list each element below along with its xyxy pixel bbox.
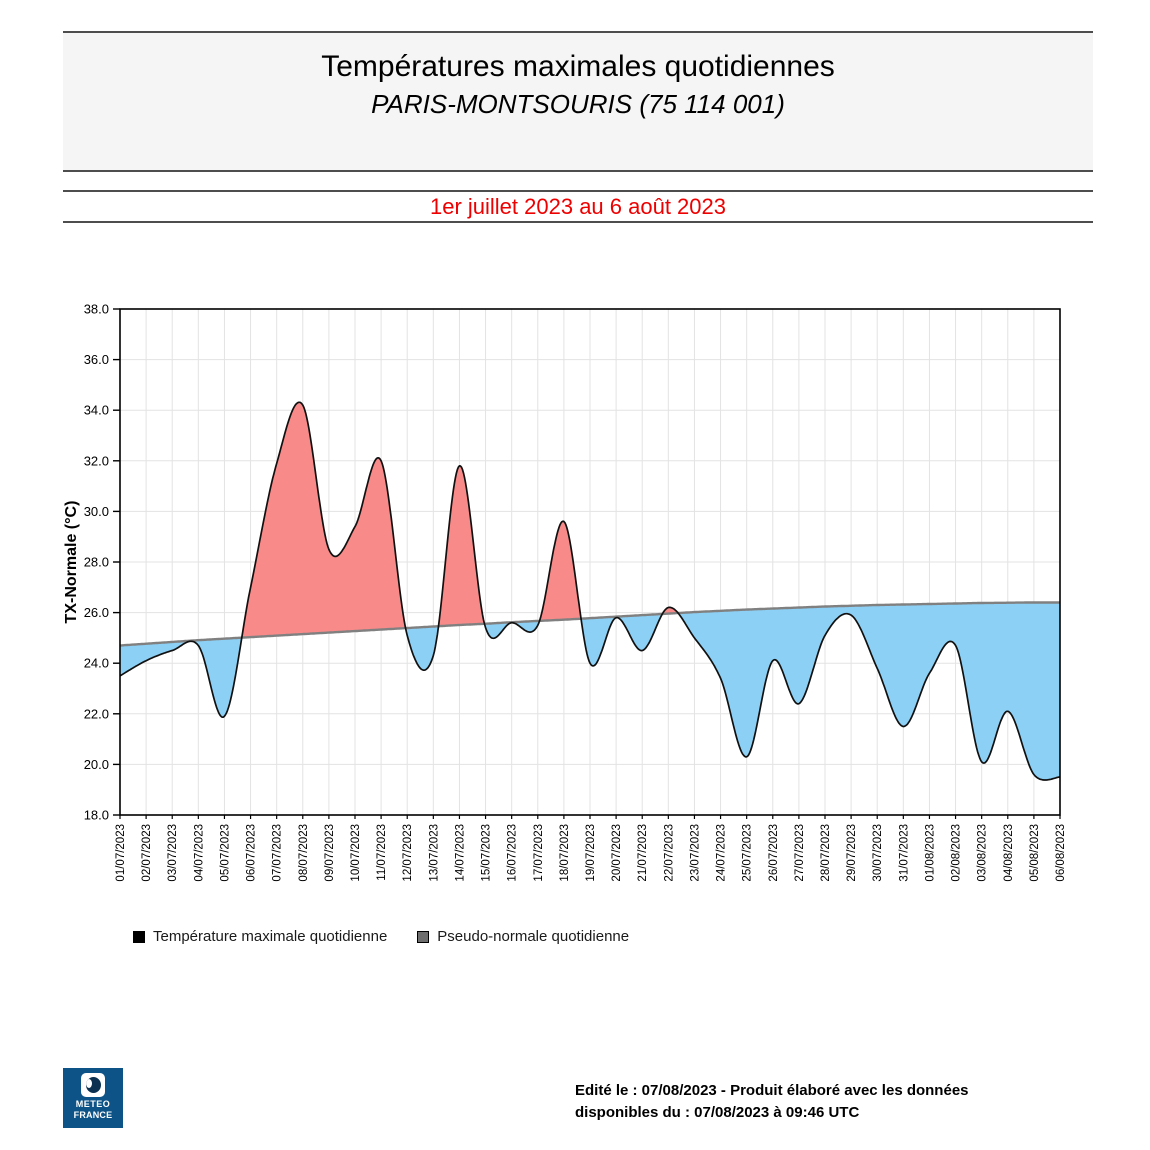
legend-item-normale (417, 928, 629, 945)
x-tick-label: 06/07/2023 (245, 824, 258, 882)
station-subtitle: PARIS-MONTSOURIS (75 114 001) (371, 89, 785, 119)
chart-legend (133, 928, 629, 945)
x-tick-label: 01/07/2023 (115, 824, 128, 882)
x-tick-label: 29/07/2023 (846, 824, 859, 882)
x-tick-label: 04/08/2023 (1002, 824, 1015, 882)
x-tick-label: 20/07/2023 (611, 824, 624, 882)
x-tick-label: 13/07/2023 (428, 824, 441, 882)
y-tick-label: 30.0 (83, 503, 109, 519)
x-tick-label: 17/07/2023 (532, 824, 545, 882)
y-tick-label: 38.0 (83, 301, 109, 317)
tx-swatch-icon (133, 931, 145, 943)
meteo-france-emblem-icon (81, 1073, 105, 1097)
x-tick-label: 24/07/2023 (715, 824, 728, 882)
y-tick-label: 22.0 (83, 706, 109, 722)
y-tick-label: 34.0 (83, 402, 109, 418)
x-tick-label: 19/07/2023 (585, 824, 598, 882)
x-tick-label: 27/07/2023 (793, 824, 806, 882)
x-tick-label: 28/07/2023 (820, 824, 833, 882)
x-tick-label: 05/07/2023 (219, 824, 232, 882)
x-tick-label: 04/07/2023 (193, 824, 206, 882)
x-tick-label: 30/07/2023 (872, 824, 885, 882)
x-tick-label: 07/07/2023 (271, 824, 284, 882)
edition-note-line1: Edité le : 07/08/2023 - Produit élaboré avec les données (575, 1082, 969, 1099)
x-tick-label: 08/07/2023 (297, 824, 310, 882)
y-axis-title: TX-Normale (°C) (63, 500, 80, 624)
normale-swatch-icon (417, 931, 429, 943)
x-tick-label: 23/07/2023 (689, 824, 702, 882)
x-tick-label: 16/07/2023 (506, 824, 519, 882)
x-tick-label: 31/07/2023 (898, 824, 911, 882)
x-tick-label: 15/07/2023 (480, 824, 493, 882)
period-text: 1er juillet 2023 au 6 août 2023 (429, 194, 726, 219)
x-tick-label: 10/07/2023 (350, 824, 363, 882)
x-tick-label: 05/08/2023 (1028, 824, 1041, 882)
legend-label-tx: Température maximale quotidienne (153, 928, 388, 945)
x-tick-label: 02/08/2023 (950, 824, 963, 882)
y-tick-label: 18.0 (83, 807, 109, 823)
x-tick-label: 25/07/2023 (741, 824, 754, 882)
edition-note-line2: disponibles du : 07/08/2023 à 09:46 UTC (575, 1104, 860, 1121)
x-tick-label: 09/07/2023 (323, 824, 336, 882)
logo-text-meteo: METEO (75, 1099, 111, 1109)
x-tick-label: 02/07/2023 (141, 824, 154, 882)
meteo-france-logo (63, 1068, 123, 1128)
x-tick-label: 21/07/2023 (637, 824, 650, 882)
x-tick-label: 01/08/2023 (924, 824, 937, 882)
x-tick-label: 03/08/2023 (976, 824, 989, 882)
y-tick-label: 26.0 (83, 605, 109, 621)
x-tick-label: 26/07/2023 (767, 824, 780, 882)
x-tick-label: 06/08/2023 (1055, 824, 1068, 882)
edition-note (575, 1080, 1075, 1124)
y-tick-label: 32.0 (83, 453, 109, 469)
legend-label-normale: Pseudo-normale quotidienne (437, 928, 630, 945)
y-tick-label: 28.0 (83, 554, 109, 570)
x-tick-label: 14/07/2023 (454, 824, 467, 882)
y-tick-label: 20.0 (83, 756, 109, 772)
y-tick-label: 24.0 (83, 655, 109, 671)
x-tick-label: 18/07/2023 (558, 824, 571, 882)
logo-text-france: FRANCE (73, 1110, 113, 1120)
x-tick-label: 03/07/2023 (167, 824, 180, 882)
legend-item-tx (133, 928, 387, 945)
x-tick-label: 12/07/2023 (402, 824, 415, 882)
x-tick-label: 11/07/2023 (376, 824, 389, 881)
x-tick-label: 22/07/2023 (663, 824, 676, 882)
y-tick-label: 36.0 (83, 352, 109, 368)
page-title: Températures maximales quotidiennes (321, 50, 835, 83)
